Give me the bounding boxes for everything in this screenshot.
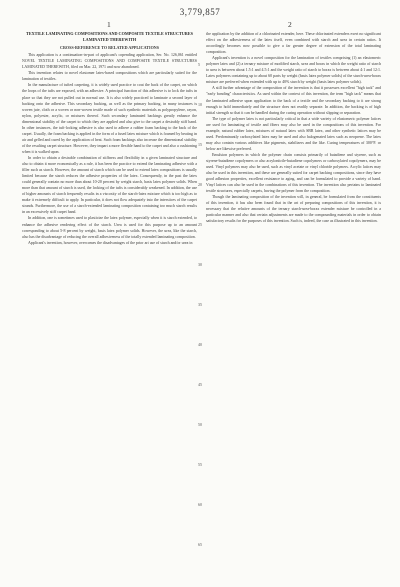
paragraph: In order to obtain a desirable combination of stiffness and flexibility in a given laminated structure and also to obtain it more economically as a rule, it has been the practice to extend the laminating adhesive with a filler such as starch. However, the amount of starch which can be used to extend latex compositions is usually limited because the starch reduces the adhesive properties of the latex. Consequently, in the past the latex could generally contain no more than about 10-20 percent by weight starch, basis latex polymer solids. When more than that amount of starch is used, the locking of the tufts is considerably weakened. In addition, the use of higher amounts of starch frequently results in a viscosity of the starch-latex mixture which is too high as to make it extremely difficult to apply. In particular, it does not flow adequately into the interstices of the carpet strands. Furthermore, the use of a starch-extended laminating composition containing too much starch results in an excessively stiff carpet hand.: [22, 154, 197, 215]
line-number: 10: [198, 102, 202, 107]
paragraph: Applicant's invention is a novel composition for the lamination of textiles comprising (1) an elastomeric polymer latex and (2) a ternary mixture of modified starch, urea and borax in which the weight ratio of starch to urea is between about 1.5:1 and 4.5:1 and the weight ratio of starch to borax is between about 4:1 and 12:1. Latex polymers containing up to about 60 parts by weight (basis latex polymer solids) of the starch-urea-borax mixture are preferred when extended with up to 40% starch by weight (basis latex polymer solids).: [206, 55, 381, 85]
paragraph: In addition, one is sometimes used to plasticize the latex polymer, especially when it is starch extended, to enhance the adhesive rendering effect of the starch. Urea is used for this purpose up to an amount corresponding to about 5-8 percent by weight, basis latex polymer solids. However, the urea, like the starch, also has the disadvantage of reducing the overall adhesiveness of the totally extended laminating composition.: [22, 215, 197, 239]
line-number: 25: [198, 222, 202, 227]
line-number: 45: [198, 382, 202, 387]
line-number: 60: [198, 502, 202, 507]
right-column: [206, 31, 381, 225]
paragraph: This application is a continuation-in-part of applicant's copending application, Ser. No. 126,061 entitled NOVEL TEXTILE LAMINATING COMPOSITIONS AND COMPOSITE TEXTILE STRUCTURES LAMINATED THEREWITH, filed on Mar. 22, 1971 and now abandoned.: [22, 52, 197, 70]
paragraph: In the manufacture of tufted carpeting, it is widely used practice to coat the back of the carpet, on which the loops of the tufts are exposed, with an adhesive. A principal function of this adhesive is to lock the tufts in place so that they are not pulled out in normal use. It is also widely practiced to laminate a second layer of backing onto the adhesive. This secondary backing, as well as the primary backing, in many instances is woven jute, cloth or a woven or non-woven textile made of such synthetic materials as polypropylene, rayon, nylon, polyester, acrylic, or mixtures thereof. Such secondary laminated backings greatly enhance the dimensional stability of the carpet to which they are applied and also give to the carpet a desirably stiff hand. In other instances, the tuft-locking adhesive is also used to adhere a rubber foam backing to the back of the carpet. Usually, the foam backing is applied in the form of a fused latex mixture which is foamed by beating in air and gelled and cured by the application of heat. Such foam backings also increase the dimensional stability of the resulting carpet structure. However, they impart a more flexible hand to the carpet and also a cushioning when it is walked upon.: [22, 82, 197, 154]
line-number: 15: [198, 142, 202, 147]
paragraph: A still further advantage of the composition of the invention is that it possesses excellent "high tack" and "early bonding" characteristics. As used within the context of this invention, the term "high tack" means that the laminated adhesive upon application to the back of a textile and the secondary backing to it are strong enough to hold immediately and the structure does not readily separate. In addition, the backing is of high initial strength so that it can be handled during the curing operation without slipping or separation.: [206, 85, 381, 115]
line-number: 35: [198, 302, 202, 307]
section-heading: CROSS-REFERENCE TO RELATED APPLICATIONS: [60, 45, 159, 51]
line-number: 65: [198, 542, 202, 547]
left-column: [22, 31, 197, 246]
line-number: 30: [198, 262, 202, 267]
line-number: 5: [198, 62, 200, 67]
paragraph: Though the laminating composition of the invention will, in general, be formulated from the constituents of this invention, it has also been found that in the art of preparing compositions of this invention, it is necessary that the relative amounts of the ternary starch-urea-borax extender mixture be controlled in a particular manner and also that certain adjustments are made to the compounding materials in order to obtain satisfactory results for the purposes of this invention. Such is, indeed, the case as illustrated in this invention.: [206, 194, 381, 224]
document-title: TEXTILE LAMINATING COMPOSITIONS AND COMPOSITE TEXTILE STRUCTURES LAMINATED THEREWITH: [26, 31, 193, 43]
line-number: 40: [198, 342, 202, 347]
column-number-left: 1: [107, 20, 111, 29]
paragraph: This invention relates to novel elastomer latex-based compositions which are particularly suited for the lamination of textiles.: [22, 70, 197, 82]
line-number: 50: [198, 422, 202, 427]
column-number-right: 2: [288, 20, 292, 29]
patent-number: 3,779,857: [179, 7, 221, 17]
paragraph: Applicant's invention, however, overcomes the disadvantages of the prior art use of starch and/or urea in: [28, 239, 193, 245]
paragraph: the application by the addition of a chlorinated extender, here. These chlorinated extenders exert no significant effect on the adhesiveness of the latex itself, even combined with starch and urea in certain ratios. It accordingly becomes now possible to give a far greater degree of extension of the total laminating composition.: [206, 31, 381, 55]
line-number: 55: [198, 462, 202, 467]
paragraph: Emulsion polymers in which the polymer chain consists primarily of butadiene and styrene, such as styrene-butadiene copolymers or also acrylonitrile-butadiene copolymers or carboxylated copolymers, may be used. Vinyl polymers may also be used, such as vinyl acetate or vinyl chloride polymers. Acrylic latices may also be used in this invention, and these are generally suited for carpet backing compositions, since they have good adhesion properties, excellent resistance to aging, and can be formulated to provide a variety of hand. Vinyl latices can also be used in the combinations of this invention. The invention also pertains to laminated textile structures, especially carpets, having the polymer from the composition.: [206, 151, 381, 194]
paragraph: The type of polymer latex is not particularly critical in that a wide variety of elastomeric polymer latices are used for laminating of textile and fibers may also be used in the compositions of this invention. For example, natural rubber latex, mixtures of natural latex with SBR latex, and other synthetic latices may be used. Predominantly carboxylated latex may be used and also halogenated latex such as neoprene. The latex may also contain various additives like pigments, stabilizers and the like. Curing temperatures of 300°F. or below are likewise preferred.: [206, 115, 381, 151]
line-number: 20: [198, 182, 202, 187]
